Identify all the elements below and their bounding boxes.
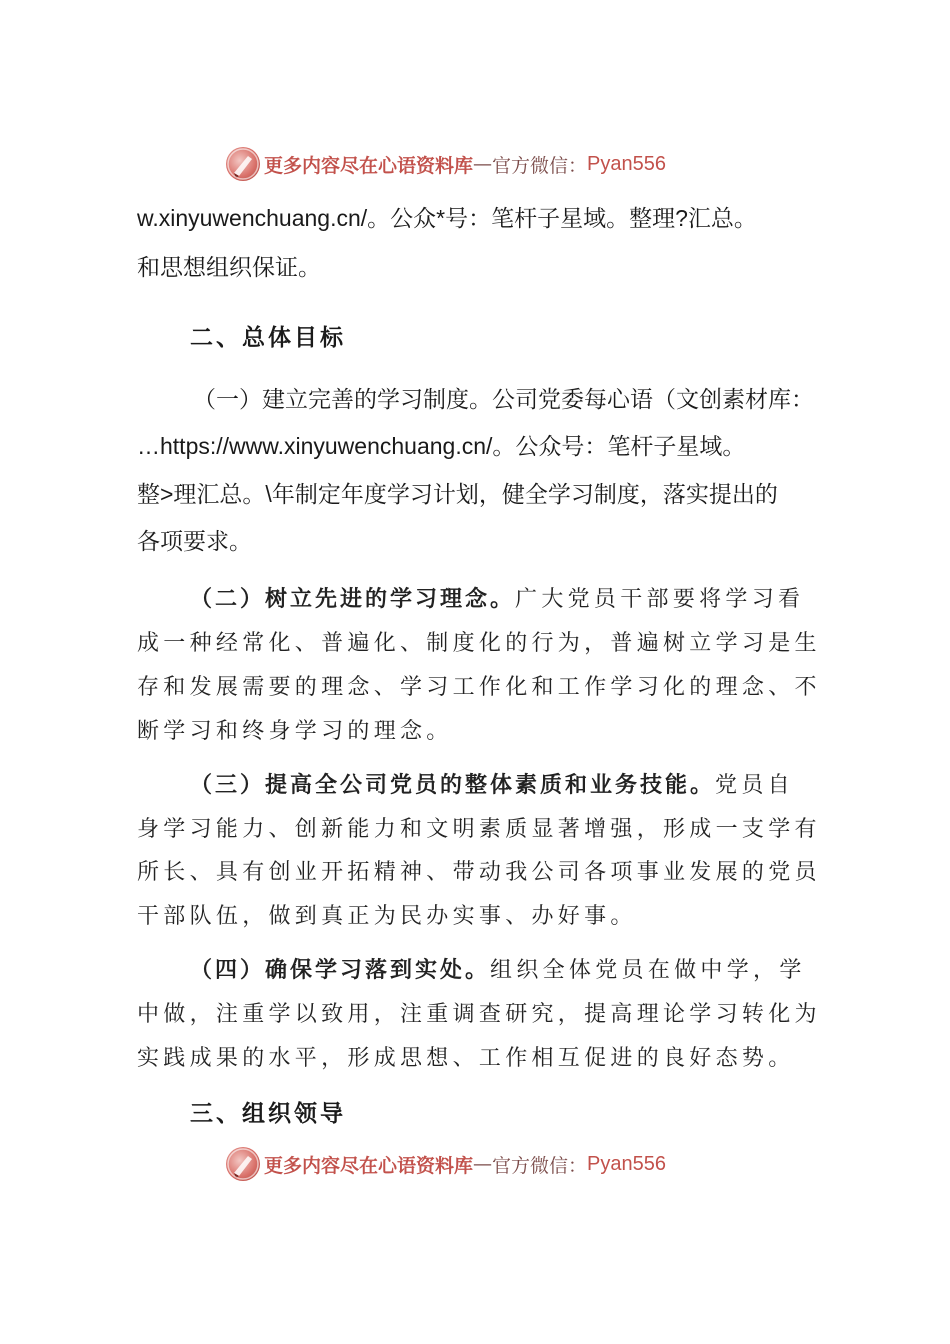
intro-line-1: w.xinyuwenchuang.cn/。公众*号：笔杆子星域。整理?汇总。 (137, 205, 757, 231)
item3-title: （三）提高全公司党员的整体素质和业务技能。 (190, 772, 716, 798)
item3-line-2: 身学习能力、创新能力和文明素质显著增强，形成一支学有 (137, 817, 821, 842)
item2-line-3: 存和发展需要的理念、学习工作化和工作学习化的理念、不 (137, 675, 821, 700)
item1-line-2: …https://www.xinyuwenchuang.cn/。公众号：笔杆子星域。 (137, 433, 746, 459)
watermark-label: 官方微信： (492, 154, 588, 177)
item2-line-1 (190, 582, 804, 613)
watermark-brand: 更多内容尽在心语资料库 (264, 1154, 474, 1177)
item4-title: （四）确保学习落到实处。 (190, 957, 491, 983)
item1-line-1: （一）建立完善的学习制度。公司党委每心语（文创素材库： (193, 386, 814, 412)
item4-line-1 (190, 953, 806, 984)
section-heading-2: 二、总体目标 (190, 324, 346, 351)
watermark-banner-bottom (226, 1146, 666, 1182)
pen-logo-icon (226, 1147, 260, 1181)
item3-line-4: 干部队伍，做到真正为民办实事、办好事。 (137, 904, 637, 929)
item3-line-1-rest: 党员自 (715, 773, 794, 798)
intro-line-2: 和思想组织保证。 (137, 254, 321, 280)
item3-line-1 (190, 768, 794, 799)
item1-line-3: 整>理汇总。\年制定年度学习计划，健全学习制度，落实提出的 (137, 481, 778, 507)
item2-title: （二）树立先进的学习理念。 (190, 586, 516, 612)
item4-line-2: 中做，注重学以致用，注重调查研究，提高理论学习转化为 (137, 1002, 821, 1027)
item2-line-1-rest: 广大党员干部要将学习看 (515, 587, 805, 612)
watermark-dash: — (473, 153, 493, 175)
item2-line-2: 成一种经常化、普遍化、制度化的行为，普遍树立学习是生 (137, 631, 821, 656)
watermark-dash: — (473, 1153, 493, 1175)
item4-line-1-rest: 组织全体党员在做中学，学 (490, 958, 806, 983)
watermark-brand: 更多内容尽在心语资料库 (264, 154, 474, 177)
pen-logo-icon (226, 147, 260, 181)
item1-line-4: 各项要求。 (137, 528, 252, 554)
section-heading-3: 三、组织领导 (190, 1100, 346, 1127)
watermark-banner-top (226, 146, 666, 182)
item4-line-3: 实践成果的水平，形成思想、工作相互促进的良好态势。 (137, 1046, 795, 1071)
watermark-wechat-id: Pyan556 (587, 152, 666, 175)
item3-line-3: 所长、具有创业开拓精神、带动我公司各项事业发展的党员 (137, 860, 821, 885)
watermark-label: 官方微信： (492, 1154, 588, 1177)
item2-line-4: 断学习和终身学习的理念。 (137, 719, 453, 744)
watermark-wechat-id: Pyan556 (587, 1152, 666, 1175)
